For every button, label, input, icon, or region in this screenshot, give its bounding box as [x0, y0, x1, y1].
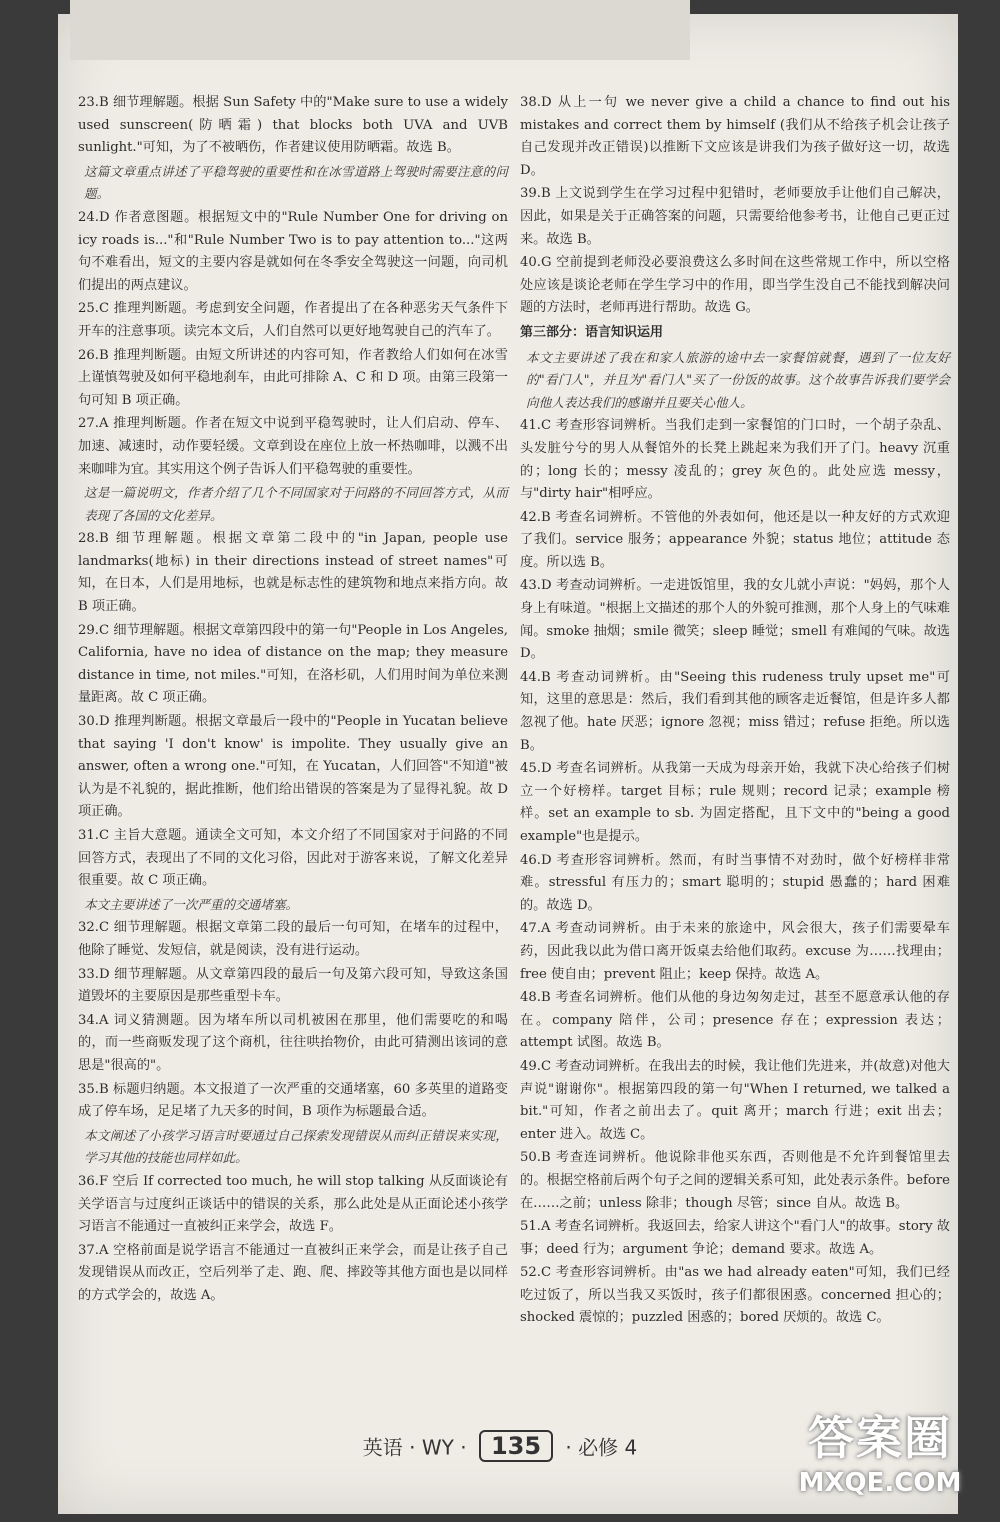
- answer-number: 26.B: [78, 347, 109, 363]
- page-number: 135: [479, 1430, 553, 1462]
- answer-explanation: 细节理解题。从文章第四段的最后一句及第六段可知，导致这条国道毁坏的主要原因是那些重型卡车。: [78, 966, 508, 1005]
- answer-item: [520, 850, 950, 918]
- answer-number: 44.B: [520, 669, 551, 685]
- answer-item: [520, 507, 950, 575]
- answer-number: 48.B: [520, 990, 551, 1006]
- answer-item: [520, 415, 950, 505]
- answer-explanation: 细节理解题。根据文章第二段的最后一句可知，在堵车的过程中，他除了睡觉、发短信，就是阅读，没有进行运动。: [78, 920, 508, 958]
- answer-number: 30.D: [78, 714, 110, 730]
- answer-item: [78, 413, 508, 481]
- answer-number: 24.D: [78, 209, 110, 225]
- answer-item: [78, 620, 508, 710]
- answer-explanation: 推理判断题。考虑到安全问题，作者提出了在各种恶劣天气条件下开车的注意事项。读完本文后，人们自然可以更好地驾驶自己的汽车了。: [78, 301, 508, 339]
- answer-explanation: 考查动词辨析。在我出去的时候，我让他们先进来，并(故意)对他大声说"谢谢你"。根据第四段的第一句"When I returned, we talked a bit."可知，作者之前出去了。quit 离开；march 行进；exit 出去；enter 进入。故选 C。: [520, 1058, 950, 1142]
- answer-number: 52.C: [520, 1265, 552, 1281]
- answer-explanation: 推理判断题。根据文章最后一段中的"People in Yucatan believe that saying 'I don't know' is impolite. They usually give an answer, often a wrong one."可知，在 Yucatan，人们回答"不知道"被认为是不礼貌的，据此推断，他们给出错误的答案是为了显得礼貌。故 D 项正确。: [78, 714, 508, 820]
- answer-item: [78, 1079, 508, 1124]
- answer-number: 27.A: [78, 416, 109, 432]
- answer-number: 49.C: [520, 1058, 552, 1074]
- answer-explanation: 空后 If corrected too much, he will stop talking 从反面谈论有关学语言与过度纠正谈话中的错误的关系，那么此处是从正面论述小孩学习语言不能通过一直被纠正来学会，故选 F。: [78, 1173, 508, 1235]
- answer-explanation: 推理判断题。由短文所讲述的内容可知，作者教给人们如何在冰雪上谨慎驾驶及如何平稳地刹车，由此可排除 A、C 和 D 项。由第三段第一句可知 B 项正确。: [78, 347, 508, 408]
- answer-number: 23.B: [78, 95, 109, 110]
- answer-item: [520, 918, 950, 986]
- answer-explanation: 考查形容词辨析。然而，有时当事情不对劲时，做个好榜样非常难。stressful 有压力的；smart 聪明的；stupid 愚蠢的；hard 困难的。故选 D。: [520, 852, 950, 913]
- passage-summary: 这是一篇说明文，作者介绍了几个不同国家对于问路的不同回答方式，从而表现了各国的文化差异。: [84, 485, 508, 523]
- answer-number: 35.B: [78, 1081, 109, 1097]
- left-column: [78, 92, 508, 1308]
- answer-explanation: 细节理解题。根据文章第二段中的"in Japan, people use landmarks(地标) in their directions instead of street names"可知，在日本，人们是用地标，也就是标志性的建筑物和地点来指方向。故 B 项正确。: [78, 531, 508, 615]
- answer-explanation: 空格前面是说学语言不能通过一直被纠正来学会，而是让孩子自己发现错误从而改正，空后列举了走、跑、爬、摔跤等其他方面也是以同样的方式学会的，故选 A。: [78, 1242, 508, 1303]
- answer-number: 39.B: [520, 186, 551, 202]
- answer-number: 38.D: [520, 95, 552, 110]
- answer-number: 42.B: [520, 509, 551, 525]
- footer-volume: · 必修 4: [565, 1435, 638, 1460]
- answer-explanation: 考查名词辨析。从我第一天成为母亲开始，我就下决心给孩子们树立一个好榜样。target 目标；rule 规则；record 记录；example 榜样。set an example to sb. 为固定搭配，且下文中的"being a good example"也是提示。: [520, 761, 950, 844]
- answer-explanation: 考查连词辨析。他说除非他买东西，否则他是不允许到餐馆里去的。根据空格前后两个句子之间的逻辑关系可知，此处表示条件。before 在……之前；unless 除非；though 尽管；since 自从。故选 B。: [520, 1150, 950, 1211]
- answer-number: 36.F: [78, 1173, 109, 1189]
- answer-item: [78, 207, 508, 297]
- answer-number: 29.C: [78, 622, 110, 638]
- answer-item: [78, 825, 508, 893]
- answer-item: [520, 575, 950, 665]
- answer-explanation: 推理判断题。作者在短文中说到平稳驾驶时，让人们启动、停车、加速、减速时，动作要轻缓。文章到设在座位上放一杯热咖啡，以溅不出来咖啡为宜。其实用这个例子告诉人们平稳驾驶的重要性。: [78, 416, 508, 477]
- watermark: [780, 1402, 980, 1512]
- answer-item: [78, 964, 508, 1009]
- answer-explanation: 词义猜测题。因为堵车所以司机被困在那里，他们需要吃的和喝的，而一些商贩发现了这个商机，往往哄抬物价，由此可猜测出该词的意思是"很高的"。: [78, 1012, 508, 1073]
- answer-number: 41.C: [520, 418, 552, 434]
- answer-explanation: 从上一句 we never give a child a chance to find out his mistakes and correct them by himself (我们从不给孩子机会让孩子自己发现并改正错误)以推断下文应该是讲我们为孩子做好这一切，故选 D。: [520, 95, 951, 178]
- answer-explanation: 作者意图题。根据短文中的"Rule Number One for driving on icy roads is..."和"Rule Number Two is to pay attention to..."这两句不难看出，短文的主要内容是就如何在冬季安全驾驶这一问题，向司机们提出的两点建议。: [78, 209, 508, 293]
- answer-item: [520, 92, 950, 182]
- answer-item: [520, 1262, 950, 1330]
- answer-item: [520, 1056, 950, 1146]
- answer-item: [78, 1240, 508, 1308]
- answer-explanation: 考查形容词辨析。由"as we had already eaten"可知，我们已经吃过饭了，所以当我又买饭时，孩子们都很困惑。concerned 担心的；shocked 震惊的；puzzled 困惑的；bored 厌烦的。故选 C。: [520, 1265, 950, 1326]
- answer-explanation: 考查形容词辨析。当我们走到一家餐馆的门口时，一个胡子杂乱、头发脏兮兮的男人从餐馆外的长凳上跳起来为我们开了门。heavy 沉重的；long 长的；messy 凌乱的；grey 灰色的。此处应选 messy，与"dirty hair"相呼应。: [520, 418, 950, 502]
- answer-number: 32.C: [78, 920, 110, 936]
- answer-item: [78, 345, 508, 413]
- answer-number: 40.G: [520, 255, 552, 271]
- answer-number: 34.A: [78, 1012, 109, 1028]
- answer-explanation: 考查动词辨析。由于未来的旅途中，风会很大，孩子们需要晕车药，因此我以此为借口离开饭桌去给他们取药。excuse 为……找理由；free 使自由；prevent 阻止；keep 保持。故选 A。: [520, 921, 950, 982]
- answer-number: 28.B: [78, 531, 109, 547]
- passage-summary: 这篇文章重点讲述了平稳驾驶的重要性和在冰雪道路上驾驶时需要注意的问题。: [84, 163, 508, 202]
- answer-item: [520, 183, 950, 251]
- answer-item: [520, 1147, 950, 1215]
- answer-item: [78, 1010, 508, 1078]
- answer-item: [78, 1171, 508, 1239]
- answer-item: [520, 987, 950, 1055]
- passage-summary: 本文主要讲述了一次严重的交通堵塞。: [84, 896, 299, 912]
- answer-number: 37.A: [78, 1242, 109, 1258]
- answer-item: [78, 917, 508, 962]
- answer-item: [78, 298, 508, 343]
- answer-number: 31.C: [78, 828, 110, 843]
- answer-number: 33.D: [78, 966, 110, 982]
- answer-explanation: 空前提到老师没必要浪费这么多时间在这些常规工作中，所以空格处应该是谈论老师在学生学习中的作用，即当学生没自己不能找到解决问题的方法时，老师再进行帮助。故选 G。: [520, 255, 950, 316]
- answer-number: 43.D: [520, 578, 552, 594]
- answer-item: [78, 528, 508, 618]
- answer-number: 46.D: [520, 852, 552, 868]
- answer-item: [78, 92, 508, 160]
- answer-explanation: 考查名词辨析。不管他的外表如何，他还是以一种友好的方式欢迎了我们。service 服务；appearance 外貌；status 地位；attitude 态度。所以选 B。: [520, 509, 950, 570]
- section-heading: 第三部分：语言知识运用: [520, 324, 664, 340]
- answer-number: 47.A: [520, 921, 551, 937]
- answer-item: [520, 758, 950, 848]
- answer-explanation: 上文说到学生在学习过程中犯错时，老师要放手让他们自己解决，因此，如果是关于正确答案的问题，只需要给他参考书，让他自己更正过来。故选 B。: [520, 186, 950, 247]
- answer-explanation: 考查名词辨析。他们从他的身边匆匆走过，甚至不愿意承认他的存在。company 陪伴，公司；presence 存在；expression 表达；attempt 试图。故选 B。: [520, 990, 950, 1051]
- right-column: [520, 92, 950, 1331]
- answer-explanation: 主旨大意题。通读全文可知，本文介绍了不同国家对于问路的不同回答方式，表现出了不同的文化习俗，因此对于游客来说，了解文化差异很重要。故 C 项正确。: [78, 828, 508, 889]
- answer-item: [520, 252, 950, 320]
- answer-number: 51.A: [520, 1219, 551, 1235]
- answer-explanation: 细节理解题。根据 Sun Safety 中的"Make sure to use a widely used sunscreen(防晒霜) that blocks both UVA and UVB sunlight."可知，为了不被晒伤，作者建议使用防晒霜。故选 B。: [78, 95, 508, 156]
- watermark-url: MXQE.COM: [798, 1468, 962, 1498]
- answer-number: 50.B: [520, 1150, 551, 1166]
- answer-explanation: 考查动词辨析。由"Seeing this rudeness truly upset me"可知，这里的意思是：然后，我们看到其他的顾客走近餐馆，但是许多人都忽视了他。hate 厌恶；ignore 忽视；miss 错过；refuse 拒绝。所以选 B。: [520, 669, 950, 753]
- answer-item: [78, 711, 508, 824]
- passage-summary: 本文阐述了小孩学习语言时要通过自己探索发现错误从而纠正错误来实现，学习其他的技能也同样如此。: [84, 1127, 508, 1166]
- footer-subject: 英语 · WY ·: [362, 1435, 467, 1460]
- answer-number: 25.C: [78, 301, 110, 317]
- watermark-logo: 答案圈: [808, 1411, 952, 1465]
- answer-item: [520, 667, 950, 757]
- paper-edge: [70, 0, 690, 60]
- answer-explanation: 标题归纳题。本文报道了一次严重的交通堵塞，60 多英里的道路变成了停车场，足足堵了九天多的时间，B 项作为标题最合适。: [78, 1081, 508, 1120]
- answer-number: 45.D: [520, 761, 552, 777]
- answer-explanation: 细节理解题。根据文章第四段中的第一句"People in Los Angeles, California, have no idea of distance on the map; they measure distance in time, not miles."可知，在洛杉矶，人们用时间为单位来测量距离。故 C 项正确。: [78, 622, 508, 706]
- answer-item: [520, 1216, 950, 1261]
- answer-explanation: 考查名词辨析。我返回去，给家人讲这个"看门人"的故事。story 故事；deed 行为；argument 争论；demand 要求。故选 A。: [520, 1219, 950, 1257]
- passage-summary: 本文主要讲述了我在和家人旅游的途中去一家餐馆就餐，遇到了一位友好的"看门人"，并且为"看门人"买了一份饭的故事。这个故事告诉我们要学会向他人表达我们的感谢并且要关心他人。: [526, 349, 950, 410]
- answer-explanation: 考查动词辨析。一走进饭馆里，我的女儿就小声说："妈妈，那个人身上有味道。"根据上文描述的那个人的外貌可推测，那个人身上的气味难闻。smoke 抽烟；smile 微笑；sleep 睡觉；smell 有难闻的气味。故选 D。: [520, 578, 950, 662]
